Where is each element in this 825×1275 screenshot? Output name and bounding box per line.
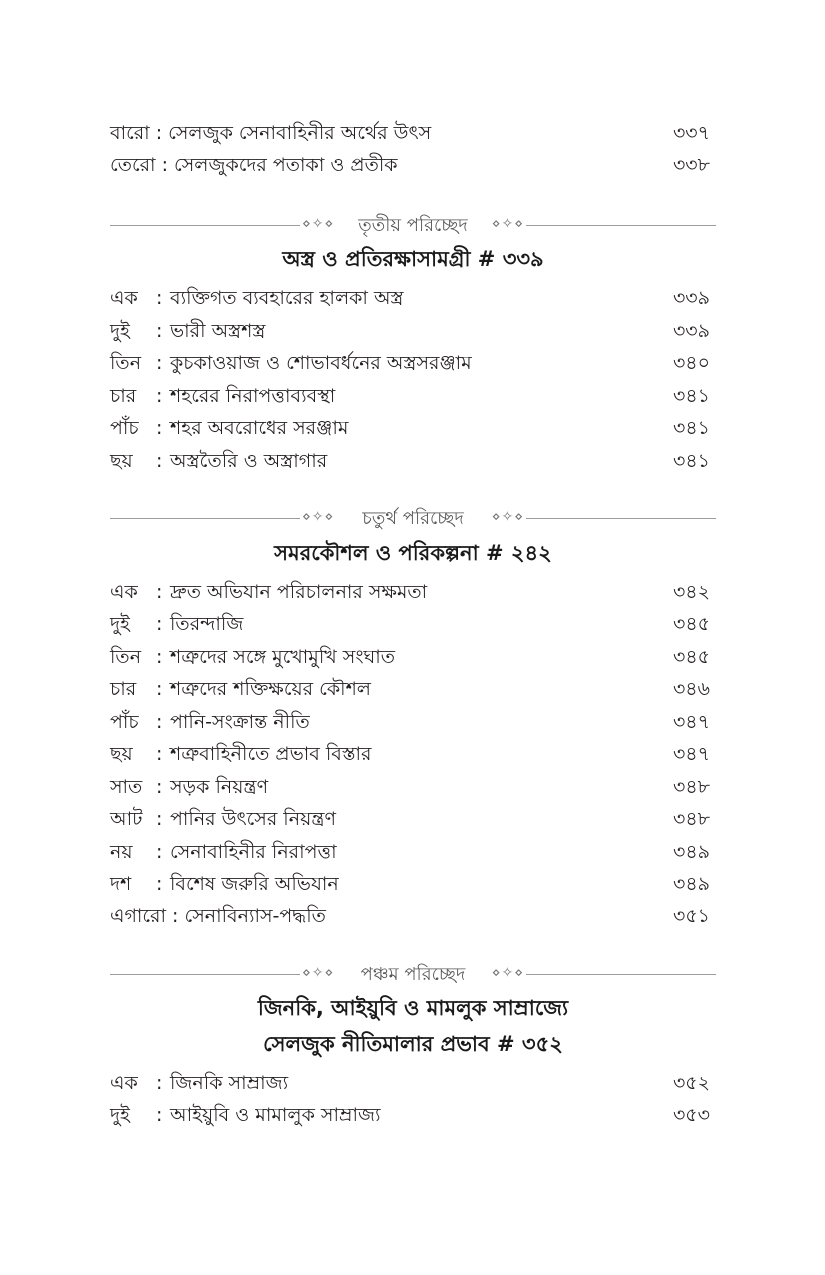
entry-page: ৩৪৮ bbox=[672, 808, 710, 830]
entry-number: নয় bbox=[110, 841, 133, 863]
entry-number: পাঁচ bbox=[110, 711, 139, 733]
entry-page: ৩৩৭ bbox=[672, 122, 710, 144]
entry-page: ৩৪৮ bbox=[672, 776, 710, 798]
toc-entry: নয় : সেনাবাহিনীর নিরাপত্তা ৩৪৯ bbox=[110, 837, 716, 867]
toc-entry: ছয় : শত্রুবাহিনীতে প্রভাব বিস্তার ৩৪৭ bbox=[110, 739, 716, 769]
entry-number: দশ bbox=[110, 873, 132, 895]
entry-page: ৩৪৫ bbox=[672, 613, 710, 635]
toc-entry: পাঁচ : শহর অবরোধের সরঞ্জাম ৩৪১ bbox=[110, 413, 716, 443]
entry-title: বিশেষ জরুরি অভিযান bbox=[170, 873, 339, 895]
entry-page: ৩৪৯ bbox=[672, 873, 710, 895]
entry-title: সেলজুকদের পতাকা ও প্রতীক bbox=[174, 154, 398, 176]
entry-title: ভারী অস্ত্রশস্ত্র bbox=[170, 320, 266, 342]
chapter-title: সেলজুক নীতিমালার প্রভাব # ৩৫২ bbox=[263, 1032, 563, 1056]
entry-page: ৩৫২ bbox=[672, 1072, 710, 1094]
entry-title: সেনাবিন্যাস-পদ্ধতি bbox=[184, 905, 326, 927]
entry-title: কুচকাওয়াজ ও শোভাবর্ধনের অস্ত্রসরঞ্জাম bbox=[170, 352, 472, 374]
chapter-title: জিনকি, আইয়ুবি ও মামলুক সাম্রাজ্যে bbox=[257, 996, 569, 1020]
entry-page: ৩৩৯ bbox=[672, 320, 710, 342]
entry-page: ৩৩৮ bbox=[672, 154, 710, 176]
toc-entry: এক : ব্যক্তিগত ব্যবহারের হালকা অস্ত্র ৩৩৯ bbox=[110, 283, 716, 313]
toc-entry: এগারো : সেনাবিন্যাস-পদ্ধতি ৩৫১ bbox=[110, 901, 716, 931]
toc-entry: চার : শত্রুদের শক্তিক্ষয়ের কৌশল ৩৪৬ bbox=[110, 674, 716, 704]
toc-entry: তিন : কুচকাওয়াজ ও শোভাবর্ধনের অস্ত্রসরঞ্জাম ৩৪০ bbox=[110, 348, 716, 378]
entry-title: অস্ত্রতৈরি ও অস্ত্রাগার bbox=[170, 450, 328, 472]
entry-number: তিন bbox=[110, 352, 142, 374]
chapter-divider bbox=[110, 214, 716, 238]
entry-title: সেলজুক সেনাবাহিনীর অর্থের উৎস bbox=[168, 122, 432, 144]
ornament-icon: ⋄✧⋄ bbox=[491, 509, 524, 525]
ornament-icon: ⋄✧⋄ bbox=[302, 965, 335, 981]
chapter-title: অস্ত্র ও প্রতিরক্ষাসামগ্রী # ৩৩৯ bbox=[282, 247, 544, 271]
entry-title: পানির উৎসের নিয়ন্ত্রণ bbox=[170, 808, 336, 830]
entry-title: শত্রুদের সঙ্গে মুখোমুখি সংঘাত bbox=[170, 646, 396, 668]
entry-title: দ্রুত অভিযান পরিচালনার সক্ষমতা bbox=[170, 581, 428, 603]
toc-entry: দশ : বিশেষ জরুরি অভিযান ৩৪৯ bbox=[110, 869, 716, 899]
toc-entry: তেরো : সেলজুকদের পতাকা ও প্রতীক ৩৩৮ bbox=[110, 150, 716, 180]
entry-title: পানি-সংক্রান্ত নীতি bbox=[170, 711, 310, 733]
entry-title: শত্রুদের শক্তিক্ষয়ের কৌশল bbox=[170, 678, 371, 700]
chapter-label: পঞ্চম পরিচ্ছেদ bbox=[360, 964, 466, 985]
entry-page: ৩৩৯ bbox=[672, 287, 710, 309]
toc-entry: চার : শহরের নিরাপত্তাব্যবস্থা ৩৪১ bbox=[110, 381, 716, 411]
entry-page: ৩৪১ bbox=[672, 417, 710, 439]
entry-title: শত্রুবাহিনীতে প্রভাব বিস্তার bbox=[170, 743, 372, 765]
toc-entry: এক : দ্রুত অভিযান পরিচালনার সক্ষমতা ৩৪২ bbox=[110, 577, 716, 607]
entry-number: এক bbox=[110, 287, 138, 309]
chapter-divider bbox=[110, 963, 716, 987]
toc-entry: সাত : সড়ক নিয়ন্ত্রণ ৩৪৮ bbox=[110, 772, 716, 802]
entry-title: সড়ক নিয়ন্ত্রণ bbox=[170, 776, 269, 798]
entry-page: ৩৫১ bbox=[672, 905, 710, 927]
chapter-label: তৃতীয় পরিচ্ছেদ bbox=[358, 215, 468, 236]
entry-page: ৩৪০ bbox=[672, 352, 710, 374]
entry-title: ব্যক্তিগত ব্যবহারের হালকা অস্ত্র bbox=[170, 287, 404, 309]
toc-entry: ছয় : অস্ত্রতৈরি ও অস্ত্রাগার ৩৪১ bbox=[110, 446, 716, 476]
toc-entry: পাঁচ : পানি-সংক্রান্ত নীতি ৩৪৭ bbox=[110, 707, 716, 737]
entry-number: দুই bbox=[110, 320, 130, 342]
chapter-title: সমরকৌশল ও পরিকল্পনা # ২৪২ bbox=[274, 541, 552, 565]
entry-page: ৩৪২ bbox=[672, 581, 710, 603]
chapter-divider bbox=[110, 507, 716, 531]
entry-page: ৩৪৬ bbox=[672, 678, 710, 700]
toc-entry: বারো : সেলজুক সেনাবাহিনীর অর্থের উৎস ৩৩৭ bbox=[110, 118, 716, 148]
entry-number: এগারো bbox=[110, 905, 167, 927]
entry-title: তিরন্দাজি bbox=[170, 613, 244, 635]
entry-number: সাত bbox=[110, 776, 143, 798]
ornament-icon: ⋄✧⋄ bbox=[491, 216, 524, 232]
entry-number: দুই bbox=[110, 1104, 130, 1126]
entry-title: সেনাবাহিনীর নিরাপত্তা bbox=[170, 841, 337, 863]
entry-number: দুই bbox=[110, 613, 130, 635]
toc-entry: দুই : তিরন্দাজি ৩৪৫ bbox=[110, 609, 716, 639]
entry-page: ৩৪৫ bbox=[672, 646, 710, 668]
entry-number: আট bbox=[110, 808, 143, 830]
toc-entry: দুই : আইয়ুবি ও মামালুক সাম্রাজ্য ৩৫৩ bbox=[110, 1100, 716, 1130]
entry-page: ৩৫৩ bbox=[672, 1104, 710, 1126]
entry-number: ছয় bbox=[110, 450, 133, 472]
entry-number: এক bbox=[110, 1072, 138, 1094]
toc-entry: তিন : শত্রুদের সঙ্গে মুখোমুখি সংঘাত ৩৪৫ bbox=[110, 642, 716, 672]
entry-number: চার bbox=[110, 678, 137, 700]
chapter-label: চতুর্থ পরিচ্ছেদ bbox=[362, 508, 464, 529]
entry-page: ৩৪৯ bbox=[672, 841, 710, 863]
entry-number: চার bbox=[110, 385, 137, 407]
entry-number: পাঁচ bbox=[110, 417, 139, 439]
entry-number: ছয় bbox=[110, 743, 133, 765]
entry-number: বারো bbox=[110, 122, 150, 144]
ornament-icon: ⋄✧⋄ bbox=[302, 216, 335, 232]
entry-number: তিন bbox=[110, 646, 142, 668]
entry-number: এক bbox=[110, 581, 138, 603]
entry-title: আইয়ুবি ও মামালুক সাম্রাজ্য bbox=[170, 1104, 381, 1126]
toc-entry: দুই : ভারী অস্ত্রশস্ত্র ৩৩৯ bbox=[110, 316, 716, 346]
entry-page: ৩৪৭ bbox=[672, 711, 710, 733]
entry-page: ৩৪১ bbox=[672, 450, 710, 472]
ornament-icon: ⋄✧⋄ bbox=[491, 965, 524, 981]
entry-page: ৩৪৭ bbox=[672, 743, 710, 765]
toc-entry: আট : পানির উৎসের নিয়ন্ত্রণ ৩৪৮ bbox=[110, 804, 716, 834]
toc-entry: এক : জিনকি সাম্রাজ্য ৩৫২ bbox=[110, 1068, 716, 1098]
entry-title: শহরের নিরাপত্তাব্যবস্থা bbox=[170, 385, 336, 407]
entry-title: জিনকি সাম্রাজ্য bbox=[170, 1072, 289, 1094]
entry-title: শহর অবরোধের সরঞ্জাম bbox=[170, 417, 349, 439]
entry-page: ৩৪১ bbox=[672, 385, 710, 407]
entry-number: তেরো bbox=[110, 154, 156, 176]
ornament-icon: ⋄✧⋄ bbox=[302, 509, 335, 525]
